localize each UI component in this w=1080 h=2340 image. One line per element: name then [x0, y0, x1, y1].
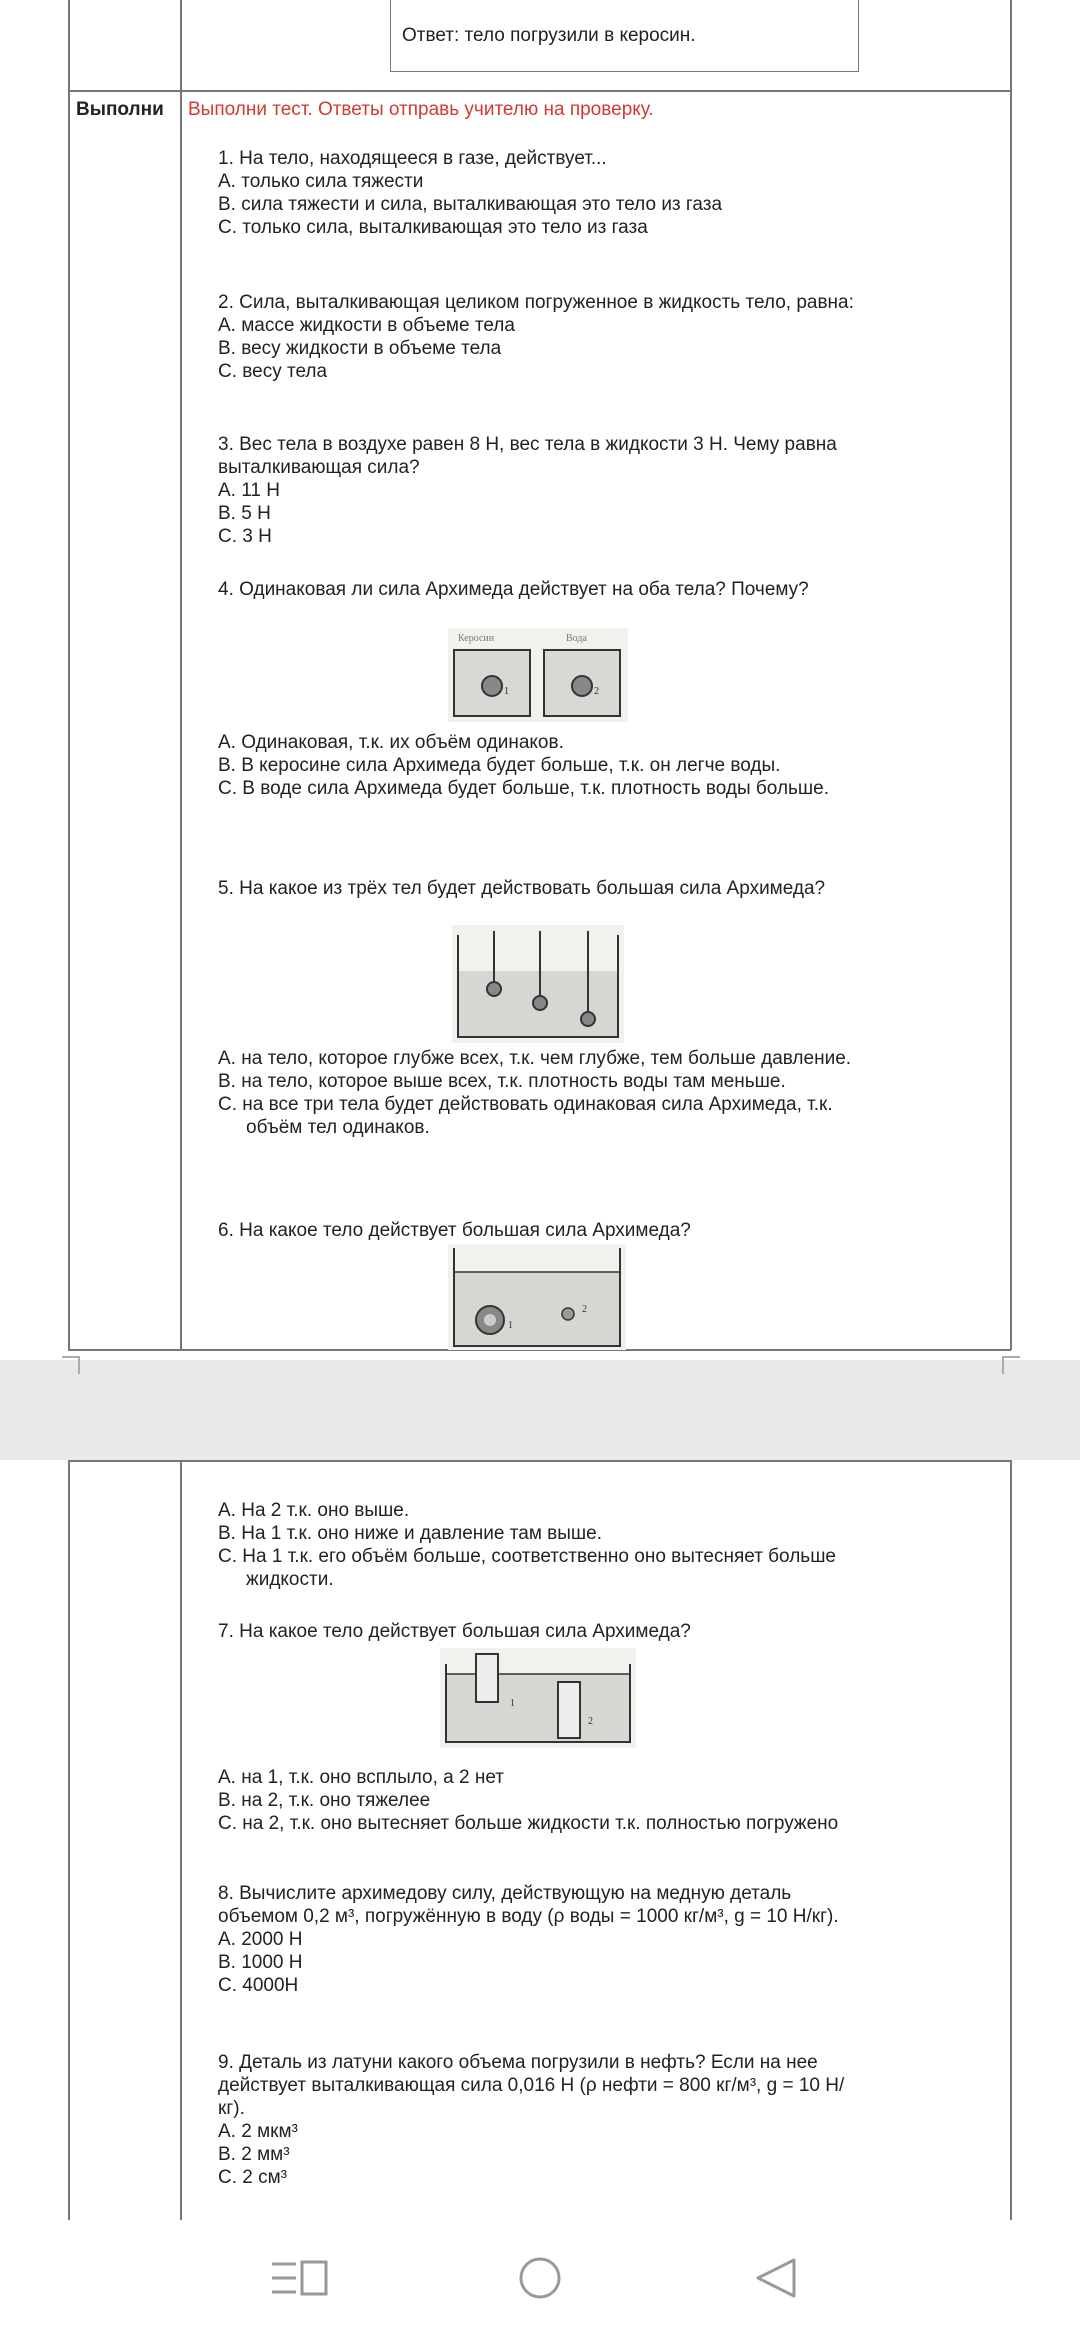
option-c: C. весу тела	[218, 361, 328, 382]
question-text: 4. Одинаковая ли сила Архимеда действует на оба тела? Почему?	[218, 579, 809, 600]
svg-text:1: 1	[510, 1698, 515, 1709]
table-row-divider	[68, 90, 1011, 92]
home-button[interactable]	[516, 2254, 564, 2302]
svg-text:2: 2	[594, 686, 599, 697]
back-button[interactable]	[744, 2254, 804, 2302]
question-text: 9. Деталь из латуни какого объема погрузили в нефть? Если на нее действует выталкивающая сила 0,016 Н (ρ нефти = 800 кг/м³, g = 10 Н/кг).	[218, 2052, 845, 2119]
option-c: C. 4000Н	[218, 1975, 299, 1996]
option-b: B. 1000 Н	[218, 1952, 303, 1973]
option-a: A. 2 мкм³	[218, 2121, 298, 2142]
system-navigation-bar	[0, 2230, 1080, 2340]
page-corner-mark	[1002, 1356, 1020, 1374]
answer-text: Ответ: тело погрузили в керосин.	[402, 25, 696, 46]
option-a: A. 2000 Н	[218, 1929, 303, 1950]
option-b: B. На 1 т.к. оно ниже и давление там выше.	[218, 1523, 602, 1544]
option-a: A. На 2 т.к. оно выше.	[218, 1500, 410, 1521]
question-5-options	[218, 1047, 858, 1139]
option-c: C. на 2, т.к. оно вытесняет больше жидкости т.к. полностью погружено	[218, 1813, 839, 1834]
two-blocks-figure	[440, 1648, 636, 1748]
option-a: A. только сила тяжести	[218, 171, 424, 192]
question-2	[218, 291, 858, 383]
option-c: C. В воде сила Архимеда будет больше, т.к. плотность воды больше.	[218, 778, 830, 799]
table-border-right	[1010, 0, 1012, 1350]
document-page-2	[0, 1460, 1080, 2230]
question-7	[218, 1620, 858, 1643]
table-border-right	[1010, 1460, 1012, 2220]
option-a: A. Одинаковая, т.к. их объём одинаков.	[218, 732, 564, 753]
svg-text:1: 1	[508, 1320, 513, 1331]
question-text: 5. На какое из трёх тел будет действовать большая сила Архимеда?	[218, 878, 826, 899]
option-c: C. 3 Н	[218, 526, 272, 547]
question-9	[218, 2051, 858, 2189]
back-triangle-icon	[744, 2254, 804, 2302]
question-6	[218, 1219, 858, 1242]
question-text: 3. Вес тела в воздухе равен 8 Н, вес тела в жидкости 3 Н. Чему равна выталкивающая сила?	[218, 434, 837, 478]
table-column-divider	[180, 1460, 182, 2220]
option-a: A. 11 Н	[218, 480, 280, 501]
question-3	[218, 433, 858, 548]
table-border-left	[68, 1460, 70, 2220]
option-c: C. 2 см³	[218, 2167, 288, 2188]
recent-apps-icon	[268, 2256, 334, 2300]
question-text: 7. На какое тело действует большая сила Архимеда?	[218, 1621, 691, 1642]
question-7-options	[218, 1766, 858, 1835]
two-bodies-figure	[448, 1244, 626, 1350]
option-b: B. на тело, которое выше всех, т.к. плотность воды там меньше.	[218, 1071, 786, 1092]
svg-text:1: 1	[504, 686, 509, 697]
table-border-left	[68, 0, 70, 1350]
page-corner-mark	[62, 1356, 80, 1374]
option-b: B. сила тяжести и сила, выталкивающая это тело из газа	[218, 194, 723, 215]
option-b: B. на 2, т.к. оно тяжелее	[218, 1790, 431, 1811]
option-a: A. массе жидкости в объеме тела	[218, 315, 515, 336]
table-border-top	[68, 1460, 1011, 1462]
three-bodies-figure	[452, 925, 624, 1043]
option-b: B. 2 мм³	[218, 2144, 290, 2165]
recent-apps-button[interactable]	[268, 2256, 334, 2300]
option-c: C. На 1 т.к. его объём больше, соответственно оно вытесняет больше жидкости.	[218, 1546, 837, 1590]
option-c: C. на все три тела будет действовать одинаковая сила Архимеда, т.к. объём тел одинаков.	[218, 1094, 833, 1138]
option-a: A. на тело, которое глубже всех, т.к. чем глубже, тем больше давление.	[218, 1048, 852, 1069]
question-text: 6. На какое тело действует большая сила Архимеда?	[218, 1220, 691, 1241]
table-column-divider	[180, 0, 182, 1350]
water-label: Вода	[566, 633, 587, 644]
option-c: C. только сила, выталкивающая это тело из газа	[218, 217, 648, 238]
question-1	[218, 147, 858, 239]
question-text: 8. Вычислите архимедову силу, действующую на медную деталь объемом 0,2 м³, погружённую в воду (ρ воды = 1000 кг/м³, g = 10 Н/кг).	[218, 1883, 839, 1927]
row-label: Выполни	[76, 99, 164, 120]
question-4	[218, 578, 858, 601]
home-circle-icon	[516, 2254, 564, 2302]
svg-text:2: 2	[582, 1304, 587, 1315]
option-b: B. 5 Н	[218, 503, 271, 524]
instruction-text: Выполни тест. Ответы отправь учителю на проверку.	[188, 99, 654, 120]
question-5	[218, 877, 858, 900]
kerosene-label: Керосин	[458, 633, 495, 644]
option-a: A. на 1, т.к. оно всплыло, а 2 нет	[218, 1767, 505, 1788]
question-text: 1. На тело, находящееся в газе, действует...	[218, 148, 607, 169]
two-beakers-figure	[448, 628, 628, 722]
question-text: 2. Сила, выталкивающая целиком погруженное в жидкость тело, равна:	[218, 292, 854, 313]
option-b: B. В керосине сила Архимеда будет больше, т.к. он легче воды.	[218, 755, 781, 776]
question-6-options	[218, 1499, 858, 1591]
option-b: B. весу жидкости в объеме тела	[218, 338, 502, 359]
question-4-options	[218, 731, 858, 800]
question-8	[218, 1882, 858, 1997]
svg-text:2: 2	[588, 1716, 593, 1727]
